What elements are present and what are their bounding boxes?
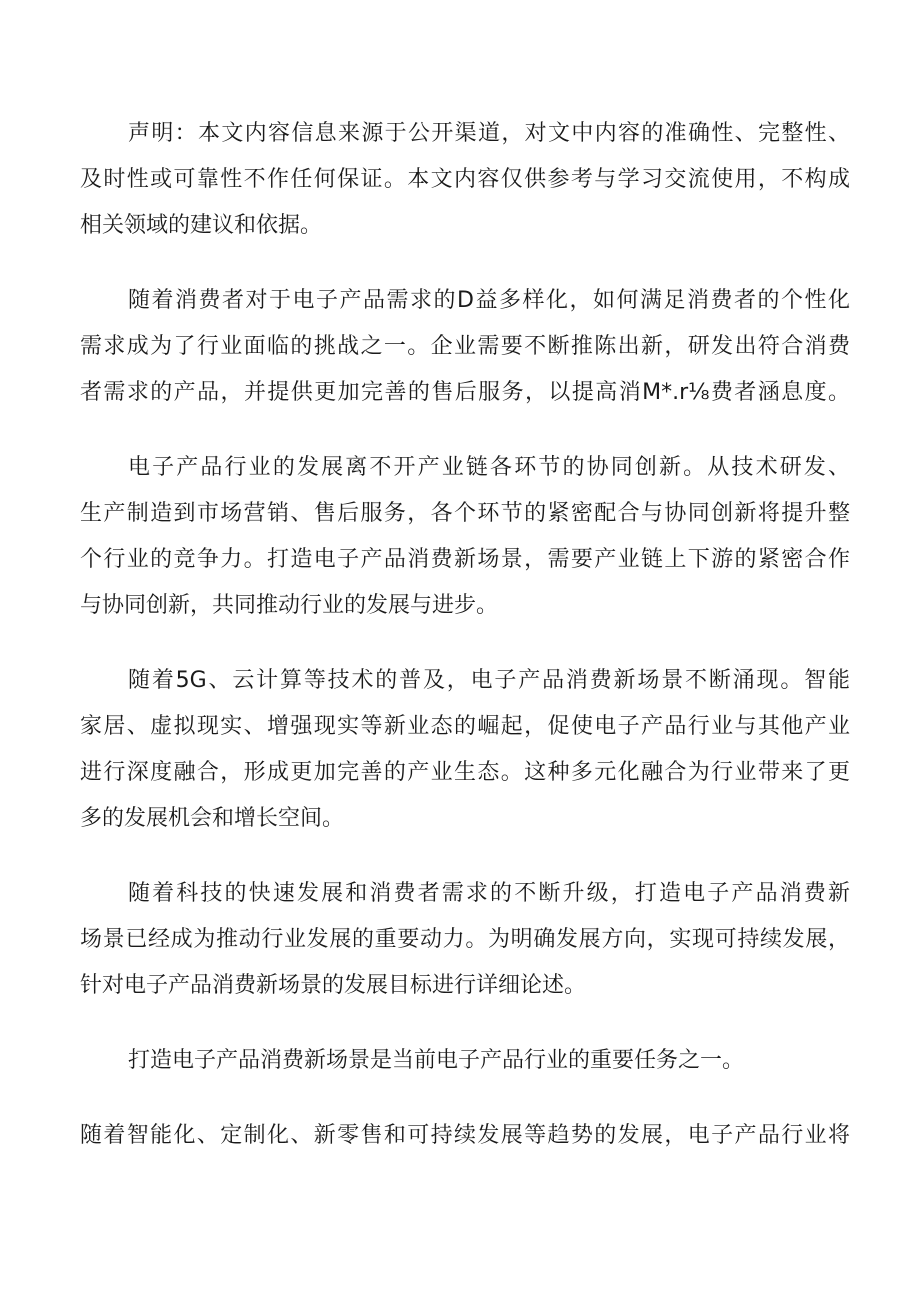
disclaimer-line-2: 及时性或可靠性不作任何保证。本文内容仅供参考与学习交流使用，不构成 bbox=[80, 167, 850, 192]
chain-line-3: 个行业的竞争力。打造电子产品消费新场景，需要产业链上下游的紧密合作 bbox=[80, 547, 850, 572]
demand-line-1: 随着消费者对于电子产品需求的D益多样化，如何满足消费者的个性化 bbox=[128, 288, 850, 313]
goals-line-3: 针对电子产品消费新场景的发展目标进行详细论述。 bbox=[80, 973, 587, 998]
demand-line-3: 者需求的产品，并提供更加完善的售后服务，以提高消M*.r⅛费者涵息度。 bbox=[80, 380, 850, 405]
demand-line-2: 需求成为了行业面临的挑战之一。企业需要不断推陈出新，研发出符合消费 bbox=[80, 334, 850, 359]
task-line-1: 打造电子产品消费新场景是当前电子产品行业的重要任务之一。 bbox=[128, 1048, 745, 1073]
chain-line-2: 生产制造到市场营销、售后服务，各个环节的紧密配合与协同创新将提升整 bbox=[80, 501, 850, 526]
goals-line-2: 场景已经成为推动行业发展的重要动力。为明确发展方向，实现可持续发展， bbox=[80, 927, 850, 952]
chain-line-1: 电子产品行业的发展离不开产业链各环节的协同创新。从技术研发、 bbox=[128, 455, 850, 480]
tech-line-3: 进行深度融合，形成更加完善的产业生态。这种多元化融合为行业带来了更 bbox=[80, 760, 850, 785]
disclaimer-line-1: 声明：本文内容信息来源于公开渠道，对文中内容的准确性、完整性、 bbox=[128, 121, 850, 146]
tech-line-1: 随着5G、云计算等技术的普及，电子产品消费新场景不断涌现。智能 bbox=[128, 668, 850, 693]
tech-line-2: 家居、虚拟现实、增强现实等新业态的崛起，促使电子产品行业与其他产业 bbox=[80, 714, 850, 739]
task-line-2: 随着智能化、定制化、新零售和可持续发展等趋势的发展，电子产品行业将 bbox=[80, 1123, 850, 1148]
chain-line-4: 与协同创新，共同推动行业的发展与进步。 bbox=[80, 593, 499, 618]
goals-line-1: 随着科技的快速发展和消费者需求的不断升级，打造电子产品消费新 bbox=[128, 881, 850, 906]
tech-line-4: 多的发展机会和增长空间。 bbox=[80, 806, 345, 831]
disclaimer-line-3: 相关领域的建议和依据。 bbox=[80, 213, 323, 238]
